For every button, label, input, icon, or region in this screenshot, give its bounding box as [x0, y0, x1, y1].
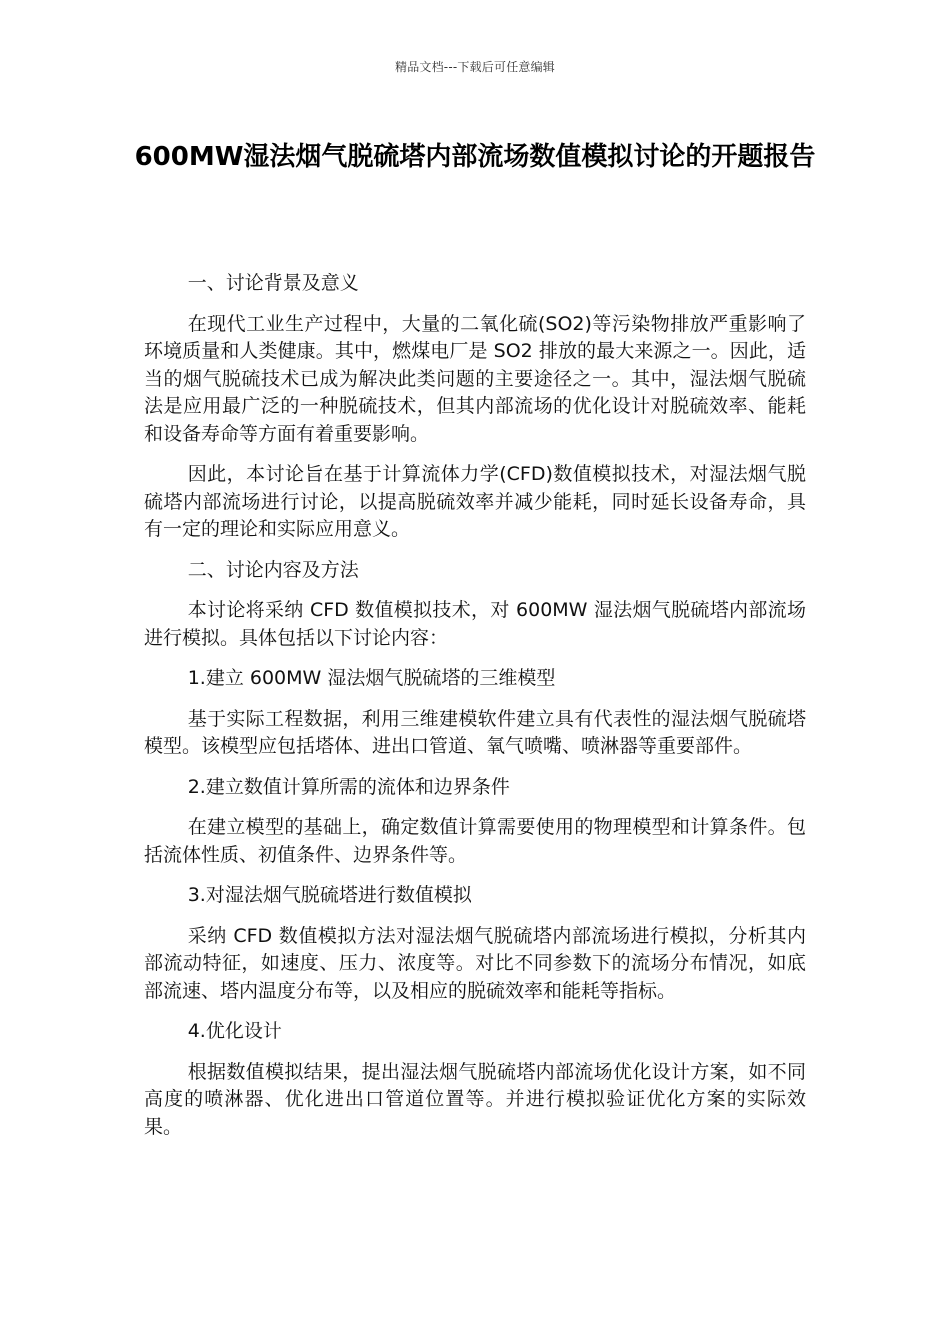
section-heading: 一、讨论背景及意义 [187, 272, 359, 294]
document-title: 600MW湿法烟气脱硫塔内部流场数值模拟讨论的开题报告 [134, 142, 816, 172]
header-watermark: 精品文档---下载后可任意编辑 [395, 60, 555, 74]
subsection-heading: 3.对湿法烟气脱硫塔进行数值模拟 [187, 884, 472, 906]
body-paragraph: 基于实际工程数据，利用三维建模软件建立具有代表性的湿法烟气脱硫塔模型。该模型应包括塔体、进出口管道、氧气喷嘴、喷淋器等重要部件。 [144, 707, 806, 757]
subsection-heading: 2.建立数值计算所需的流体和边界条件 [187, 775, 510, 798]
body-paragraph: 根据数值模拟结果，提出湿法烟气脱硫塔内部流场优化设计方案，如不同高度的喷淋器、优化进出口管道位置等。并进行模拟验证优化方案的实际效果。 [144, 1060, 806, 1138]
body-paragraph: 本讨论将采纳 CFD 数值模拟技术，对 600MW 湿法烟气脱硫塔内部流场进行模拟。具体包括以下讨论内容： [144, 599, 806, 649]
document-body [144, 270, 806, 1154]
body-paragraph: 因此，本讨论旨在基于计算流体力学(CFD)数值模拟技术，对湿法烟气脱硫塔内部流场进行讨论，以提高脱硫效率并减少能耗，同时延长设备寿命，具有一定的理论和实际应用意义。 [144, 463, 806, 540]
subsection-heading: 1.建立 600MW 湿法烟气脱硫塔的三维模型 [187, 667, 556, 689]
subsection-heading: 4.优化设计 [187, 1020, 282, 1042]
body-paragraph: 采纳 CFD 数值模拟方法对湿法烟气脱硫塔内部流场进行模拟，分析其内部流动特征，如速度、压力、浓度等。对比不同参数下的流场分布情况，如底部流速、塔内温度分布等，以及相应的脱硫效率和能耗等指标。 [144, 924, 806, 1002]
body-paragraph: 在建立模型的基础上，确定数值计算需要使用的物理模型和计算条件。包括流体性质、初值条件、边界条件等。 [144, 816, 806, 866]
body-paragraph: 在现代工业生产过程中，大量的二氧化硫(SO2)等污染物排放严重影响了环境质量和人类健康。其中，燃煤电厂是 SO2 排放的最大来源之一。因此，适当的烟气脱硫技术已成为解决此类问题的主要途径之一。其中，湿法烟气脱硫法是应用最广泛的一种脱硫技术，但其内部流场的优化设计对脱硫效率、能耗和设备寿命等方面有着重要影响。 [144, 312, 806, 445]
section-heading: 二、讨论内容及方法 [187, 558, 359, 581]
